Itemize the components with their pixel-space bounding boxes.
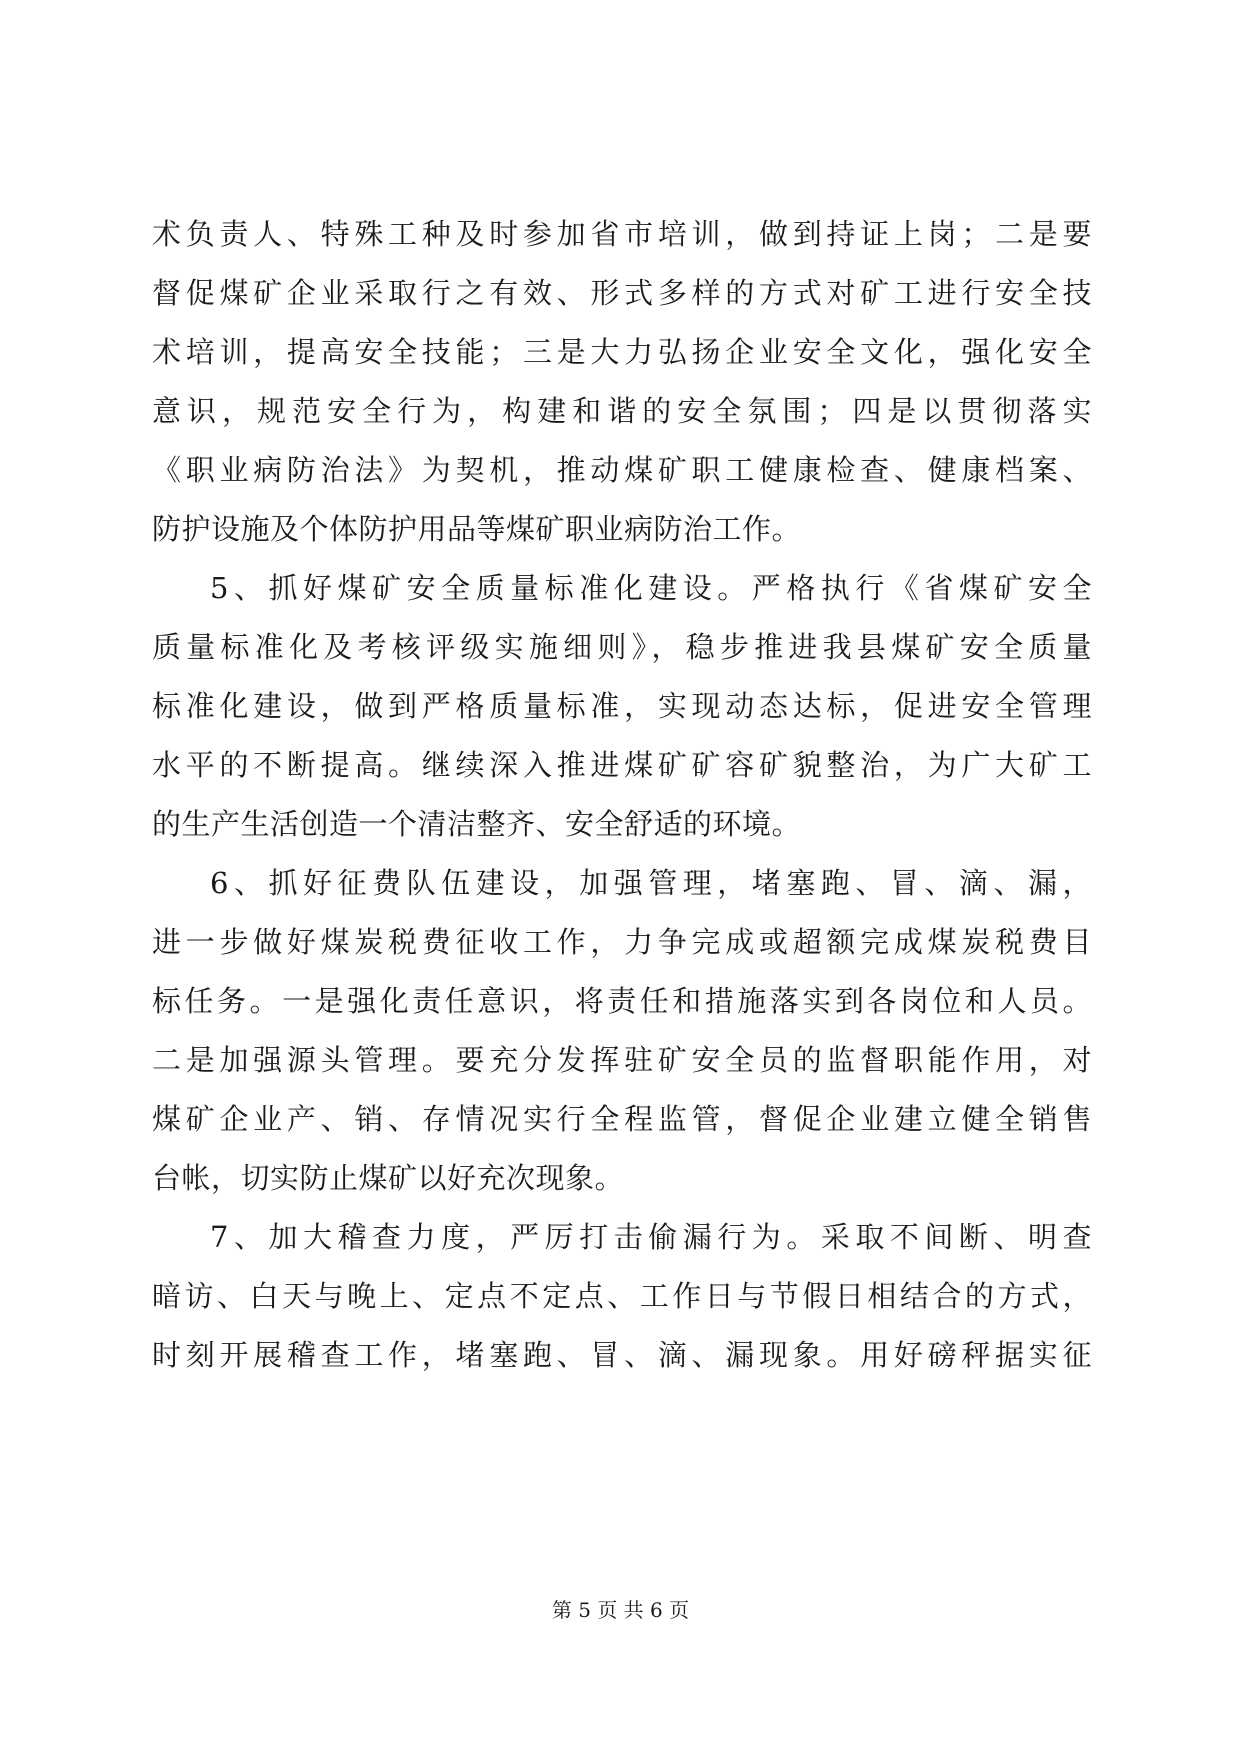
text-line: 《职业病防治法》为契机，推动煤矿职工健康检查、健康档案、 xyxy=(152,453,1092,487)
page-number-footer: 第 5 页 共 6 页 xyxy=(551,1598,690,1622)
document-body xyxy=(152,205,1092,1385)
text-line: 意识，规范安全行为，构建和谐的安全氛围；四是以贯彻落实 xyxy=(152,394,1092,428)
text-line: 标任务。一是强化责任意识，将责任和措施落实到各岗位和人员。 xyxy=(152,984,1092,1018)
paragraph-item-7 xyxy=(152,1208,1092,1385)
text-line: 煤矿企业产、销、存情况实行全程监管，督促企业建立健全销售 xyxy=(152,1102,1092,1136)
paragraph-training xyxy=(152,205,1092,559)
paragraph-item-5 xyxy=(152,559,1092,854)
text-line: 暗访、白天与晚上、定点不定点、工作日与节假日相结合的方式， xyxy=(152,1279,1092,1313)
text-line: 水平的不断提高。继续深入推进煤矿矿容矿貌整治，为广大矿工 xyxy=(152,748,1092,782)
text-line: 6、抓好征费队伍建设，加强管理，堵塞跑、冒、滴、漏， xyxy=(210,866,1092,900)
paragraph-item-6 xyxy=(152,854,1092,1208)
text-line: 的生产生活创造一个清洁整齐、安全舒适的环境。 xyxy=(152,807,802,841)
text-line: 术负责人、特殊工种及时参加省市培训，做到持证上岗；二是要 xyxy=(152,217,1092,251)
text-line: 进一步做好煤炭税费征收工作，力争完成或超额完成煤炭税费目 xyxy=(152,925,1092,959)
text-line: 标准化建设，做到严格质量标准，实现动态达标，促进安全管理 xyxy=(152,689,1092,723)
text-line: 防护设施及个体防护用品等煤矿职业病防治工作。 xyxy=(152,512,802,546)
text-line: 台帐，切实防止煤矿以好充次现象。 xyxy=(152,1161,625,1195)
text-line: 术培训，提高安全技能；三是大力弘扬企业安全文化，强化安全 xyxy=(152,335,1092,369)
text-line: 7、加大稽查力度，严厉打击偷漏行为。采取不间断、明查 xyxy=(210,1220,1092,1254)
text-line: 质量标准化及考核评级实施细则》，稳步推进我县煤矿安全质量 xyxy=(152,630,1092,664)
text-line: 时刻开展稽查工作，堵塞跑、冒、滴、漏现象。用好磅秤据实征 xyxy=(152,1338,1092,1372)
text-line: 二是加强源头管理。要充分发挥驻矿安全员的监督职能作用，对 xyxy=(152,1043,1092,1077)
text-line: 5、抓好煤矿安全质量标准化建设。严格执行《省煤矿安全 xyxy=(210,571,1092,605)
text-line: 督促煤矿企业采取行之有效、形式多样的方式对矿工进行安全技 xyxy=(152,276,1092,310)
